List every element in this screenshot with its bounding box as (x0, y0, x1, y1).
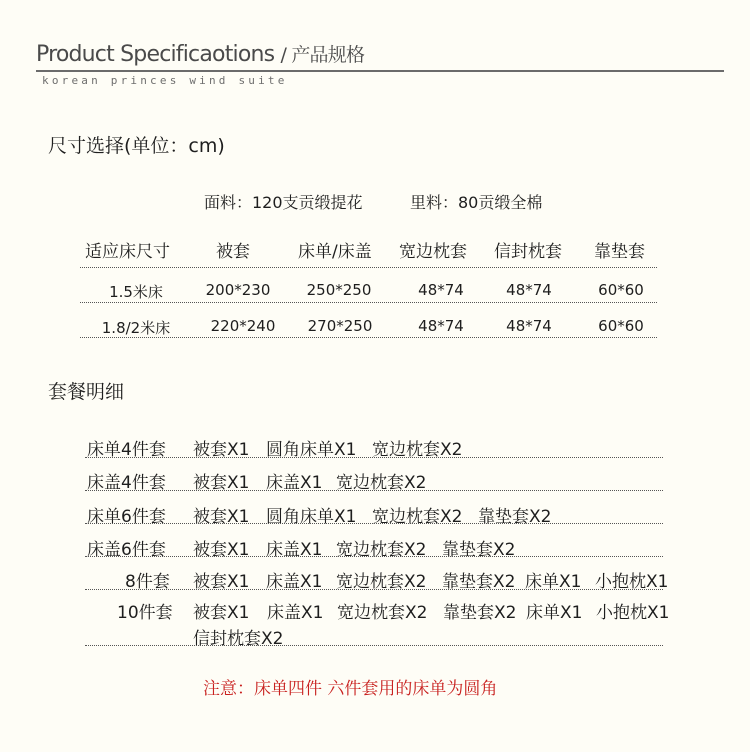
subtitle: korean princes wind suite (42, 74, 288, 87)
package-item: 床盖X1 (266, 572, 323, 592)
package-divider (85, 645, 663, 646)
table-cell: 1.8/2米床 (101, 319, 171, 337)
package-item: 被套X1 (193, 473, 250, 493)
package-name: 床盖6件套 (87, 540, 166, 560)
package-item: 靠垫套X2 (443, 603, 517, 623)
table-cell: 48*74 (418, 281, 464, 299)
package-divider (85, 490, 663, 491)
table-cell: 48*74 (506, 317, 552, 335)
package-item: 床盖X1 (267, 603, 324, 623)
package-item: 宽边枕套X2 (336, 540, 427, 560)
table-divider (80, 267, 657, 268)
table-cell: 200*230 (205, 281, 271, 299)
table-divider (80, 302, 657, 303)
package-item: 床单X1 (525, 572, 582, 592)
table-cell: 60*60 (598, 317, 644, 335)
table-header-duvet: 被套 (216, 242, 250, 262)
package-item: 被套X1 (193, 572, 250, 592)
package-item: 小抱枕X1 (596, 603, 670, 623)
package-divider (85, 457, 663, 458)
package-item: 床单X1 (526, 603, 583, 623)
package-item: 床盖X1 (266, 473, 323, 493)
table-cell: 250*250 (306, 281, 372, 299)
package-item: 被套X1 (193, 540, 250, 560)
title-divider (36, 70, 724, 72)
package-name: 床单6件套 (87, 507, 166, 527)
size-section-heading: 尺寸选择(单位：cm) (48, 135, 225, 157)
package-item: 被套X1 (193, 507, 250, 527)
package-item: 宽边枕套X2 (372, 440, 463, 460)
package-item: 宽边枕套X2 (372, 507, 463, 527)
package-name: 床盖4件套 (87, 473, 166, 493)
package-item: 靠垫套X2 (442, 540, 516, 560)
note-text: 注意：床单四件 六件套用的床单为圆角 (203, 679, 498, 699)
table-cell: 48*74 (506, 281, 552, 299)
table-cell: 270*250 (307, 317, 373, 335)
title-chinese: / 产品规格 (280, 44, 365, 66)
package-name: 8件套 (125, 572, 170, 592)
table-header-wide-pillowcase: 宽边枕套 (399, 242, 467, 262)
table-divider (80, 337, 657, 338)
package-item: 被套X1 (193, 603, 250, 623)
table-header-sheet: 床单/床盖 (298, 242, 372, 262)
package-item: 床盖X1 (266, 540, 323, 560)
package-item: 信封枕套X2 (193, 629, 284, 649)
fabric-face: 面料：120支贡缎提花 (204, 193, 363, 212)
package-section-heading: 套餐明细 (48, 381, 125, 403)
package-item: 小抱枕X1 (595, 572, 669, 592)
package-divider (85, 589, 663, 590)
page-title (36, 40, 364, 67)
fabric-lining: 里料：80贡缎全棉 (410, 193, 543, 212)
table-header-cushion: 靠垫套 (594, 242, 645, 262)
table-header-envelope-pillowcase: 信封枕套 (494, 242, 562, 262)
package-name: 床单4件套 (87, 440, 166, 460)
package-item: 圆角床单X1 (266, 507, 357, 527)
package-item: 圆角床单X1 (266, 440, 357, 460)
table-cell: 220*240 (210, 317, 276, 335)
package-divider (85, 556, 663, 557)
package-item: 被套X1 (193, 440, 250, 460)
package-item: 靠垫套X2 (478, 507, 552, 527)
table-header-bed-size: 适应床尺寸 (85, 242, 170, 262)
package-item: 宽边枕套X2 (336, 473, 427, 493)
package-item: 靠垫套X2 (442, 572, 516, 592)
package-item: 宽边枕套X2 (337, 603, 428, 623)
table-cell: 48*74 (418, 317, 464, 335)
package-divider (85, 523, 663, 524)
package-item: 宽边枕套X2 (336, 572, 427, 592)
table-cell: 1.5米床 (109, 283, 163, 301)
table-cell: 60*60 (598, 281, 644, 299)
package-name: 10件套 (117, 603, 173, 623)
title-english: Product Specificaotions (36, 42, 275, 67)
